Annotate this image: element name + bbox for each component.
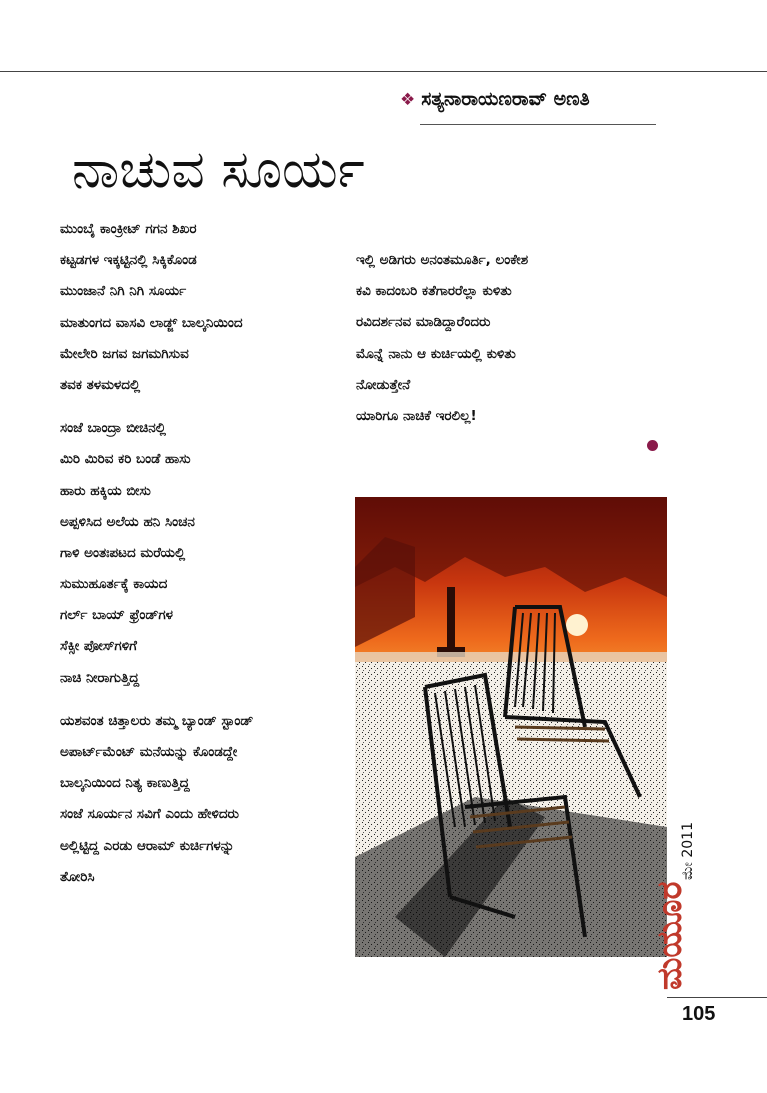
poem-line: ತವಕ ತಳಮಳದಲ್ಲಿ <box>60 376 141 393</box>
bottom-rule <box>667 997 767 998</box>
author-name: ಸತ್ಯನಾರಾಯಣರಾವ್ ಅಣತಿ <box>421 88 590 110</box>
poem-line: ರವಿದರ್ಶನವ ಮಾಡಿದ್ದಾರೆಂದರು <box>356 314 491 331</box>
poem-line: ಯಾರಿಗೂ ನಾಚಿಕೆ ಇರಲಿಲ್ಲ! <box>356 407 477 424</box>
poem-line: ಮಾತುಂಗದ ವಾಸವಿ ಲಾಡ್ಜ್ ಬಾಲ್ಕನಿಯಿಂದ <box>60 314 243 331</box>
poem-line: ಮುಂಬೈ ಕಾಂಕ್ರೀಟ್ ಗಗನ ಶಿಖರ <box>60 221 197 237</box>
poem-right-column <box>356 245 656 432</box>
poem-line: ಯಶವಂತ ಚಿತ್ತಾಲರು ತಮ್ಮ ಬ್ಯಾಂಡ್ ಸ್ಟಾಂಡ್ <box>60 712 254 729</box>
poem-line: ಮೊನ್ನೆ ನಾನು ಆ ಕುರ್ಚಿಯಲ್ಲಿ ಕುಳಿತು <box>356 345 516 362</box>
poem-line: ಅಲ್ಲಿಟ್ಟಿದ್ದ ಎರಡು ಆರಾಮ್ ಕುರ್ಚಿಗಳನ್ನು <box>60 837 235 854</box>
issue-date: ಮೇ 2011 <box>680 822 696 880</box>
magazine-logo: ಮಯೂರ <box>650 881 690 990</box>
sunset-chairs-illustration <box>355 497 667 957</box>
poem-line: ನಾಚಿ ನೀರಾಗುತ್ತಿದ್ದ <box>60 669 140 686</box>
poem-line: ತೋರಿಸಿ <box>60 868 95 885</box>
poem-line: ಹಾರು ಹಕ್ಕಿಯ ಬೀಸು <box>60 482 151 499</box>
poem-line: ಕಟ್ಟಡಗಳ ಇಕ್ಕಟ್ಟಿನಲ್ಲಿ ಸಿಕ್ಕಿಕೊಂಡ <box>60 252 197 269</box>
poem-line: ಸೆಕ್ಸೀ ಪೋಸ್‌ಗಳಿಗೆ <box>60 638 137 655</box>
author-rule <box>420 124 656 125</box>
poem-line: ಮೇಲೇರಿ ಜಗವ ಜಗಮಗಿಸುವ <box>60 345 189 362</box>
accent-dot <box>647 440 658 451</box>
poem-line: ಮುಂಜಾನೆ ನಿಗಿ ನಿಗಿ ಸೂರ್ಯ <box>60 283 187 300</box>
poem-line: ಕವಿ ಕಾದಂಬರಿ ಕತೆಗಾರರೆಲ್ಲಾ ಕುಳಿತು <box>356 283 512 300</box>
page-number: 105 <box>682 1003 716 1025</box>
poem-line: ಸಂಜೆ ಬಾಂದ್ರಾ ಬೀಚಿನಲ್ಲಿ <box>60 420 166 437</box>
poem-line: ಸುಮುಹೂರ್ತಕ್ಕೆ ಕಾಯದ <box>60 576 168 593</box>
poem-line: ಸಂಜೆ ಸೂರ್ಯನ ಸವಿಗೆ ಎಂದು ಹೇಳಿದರು <box>60 806 239 823</box>
poem-line: ಗರ್ಲ್ ಬಾಯ್ ಫ್ರೆಂಡ್‌ಗಳ <box>60 607 174 624</box>
author-byline <box>400 88 590 110</box>
poem-title: ನಾಚುವ ಸೂರ್ಯ <box>72 140 365 200</box>
poem-line: ಮಿರಿ ಮಿರಿವ ಕರಿ ಬಂಡೆ ಹಾಸು <box>60 451 191 468</box>
top-rule <box>0 71 767 72</box>
poem-line: ಇಲ್ಲಿ ಅಡಿಗರು ಅನಂತಮೂರ್ತಿ, ಲಂಕೇಶ <box>356 252 529 268</box>
poem-line: ನೋಡುತ್ತೇನೆ <box>356 376 411 393</box>
poem-line: ಗಾಳಿ ಅಂತಃಪಟದ ಮರೆಯಲ್ಲಿ <box>60 544 186 561</box>
poem-line: ಬಾಲ್ಕನಿಯಿಂದ ನಿತ್ಯ ಕಾಣುತ್ತಿದ್ದ <box>60 775 190 792</box>
poem-left-column <box>60 214 350 893</box>
poem-line: ಅಪ್ಪಳಿಸಿದ ಅಲೆಯ ಹನಿ ಸಿಂಚನ <box>60 513 195 530</box>
diamond-bullet-icon: ❖ <box>400 90 416 110</box>
poem-line: ಅಪಾರ್ಟ್‌ಮೆಂಟ್ ಮನೆಯನ್ನು ಕೊಂಡದ್ದೇ <box>60 744 238 760</box>
